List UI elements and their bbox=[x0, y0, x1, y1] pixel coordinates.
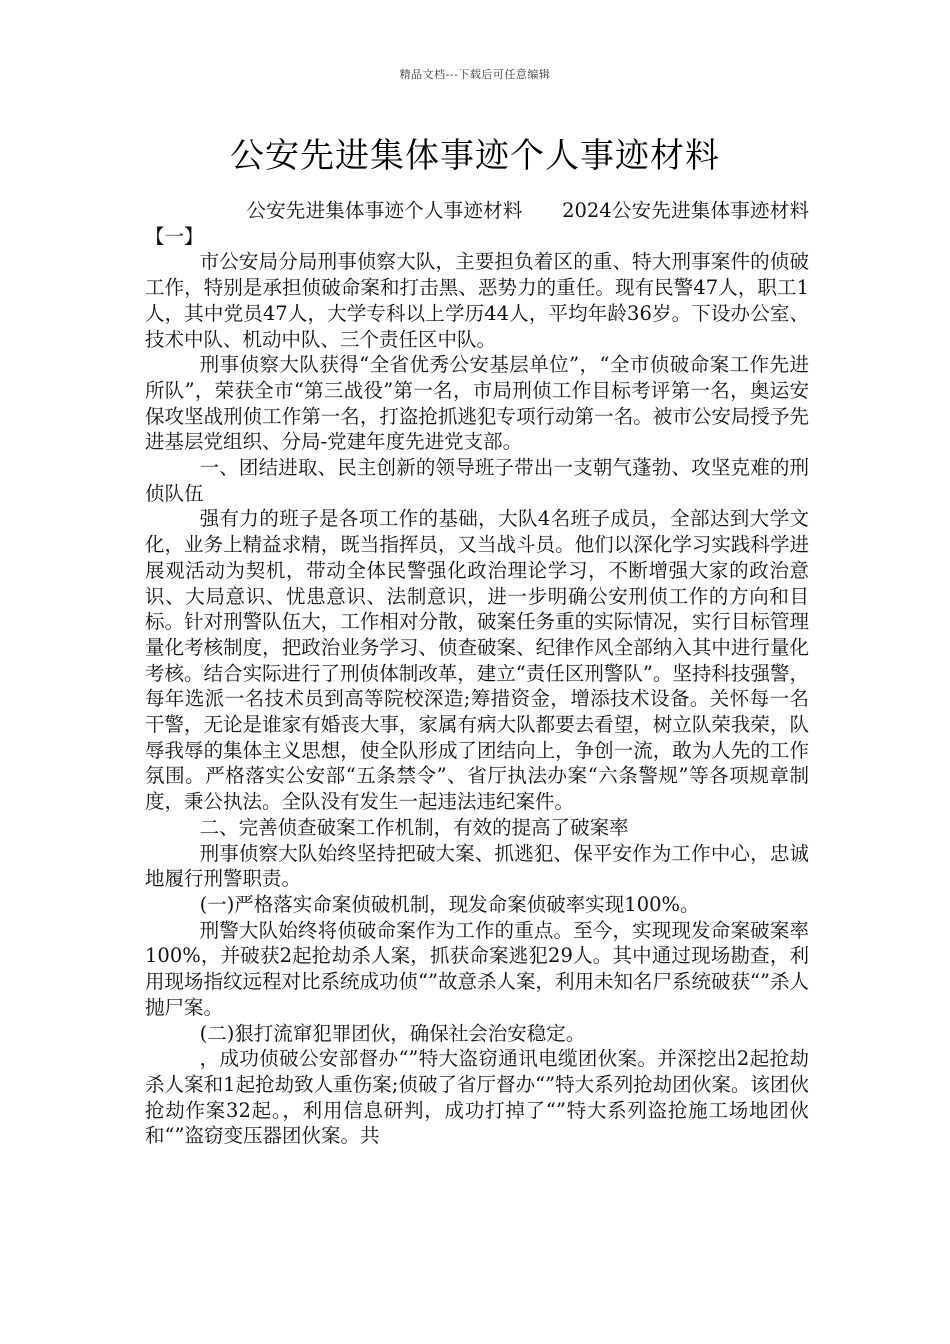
subsection-heading: (一)严格落实命案侦破机制，现发命案侦破率实现100%。 bbox=[199, 892, 700, 916]
section-heading: 一、团结进取、民主创新的领导班子带出一支朝气蓬勃、攻坚克难的刑侦队伍 bbox=[145, 456, 809, 505]
paragraph-intro: 公安先进集体事迹个人事迹材料 2024公安先进集体事迹材料【一】 bbox=[145, 199, 809, 248]
paragraph: 刑事侦察大队始终坚持把破大案、抓逃犯、保平安作为工作中心，忠诚地履行刑警职责。 bbox=[145, 841, 809, 891]
document-title: 公安先进集体事迹个人事迹材料 bbox=[230, 136, 720, 176]
paragraph: 刑事侦察大队获得“全省优秀公安基层单位”，“全市侦破命案工作先进所队”，荣获全市“第三战役”第一名，市局刑侦工作目标考评第一名，奥运安保攻坚战刑侦工作第一名，打盗抢抓逃犯专项行动第一名。被市公安局授予先进基层党组织、分局-党建年度先进党支部。 bbox=[145, 353, 809, 454]
paragraph: 刑警大队始终将侦破命案作为工作的重点。至今，实现现发命案破案率100%，并破获2起抢劫杀人案，抓获命案逃犯29人。其中通过现场勘查，利用现场指纹远程对比系统成功侦“”故意杀人案，利用未知名尸系统破获“”杀人抛尸案。 bbox=[145, 918, 809, 1019]
paragraph: 强有力的班子是各项工作的基础，大队4名班子成员，全部达到大学文化，业务上精益求精，既当指挥员，又当战斗员。他们以深化学习实践科学进展观活动为契机，带动全体民警强化政治理论学习，不断增强大家的政治意识、大局意识、忧患意识、法制意识，进一步明确公安刑侦工作的方向和目标。针对刑警队伍大，工作相对分散，破案任务重的实际情况，实行目标管理量化考核制度，把政治业务学习、侦查破案、纪律作风全部纳入其中进行量化考核。结合实际进行了刑侦体制改革，建立“责任区刑警队”。坚持科技强警，每年选派一名技术员到高等院校深造;筹措资金，增添技术设备。关怀每一名干警，无论是谁家有婚丧大事，家属有病大队都要去看望，树立队荣我荣，队辱我辱的集体主义思想，使全队形成了团结向上，争创一流，敢为人先的工作氛围。严格落实公安部“五条禁令”、省厅执法办案“六条警规”等各项规章制度，秉公执法。全队没有发生一起违法违纪案件。 bbox=[145, 507, 809, 814]
paragraph: 市公安局分局刑事侦察大队，主要担负着区的重、特大刑事案件的侦破工作，特别是承担侦破命案和打击黑、恶势力的重任。现有民警47人，职工1人，其中党员47人，大学专科以上学历44人，平均年龄36岁。下设办公室、技术中队、机动中队、三个责任区中队。 bbox=[145, 250, 809, 351]
document-body bbox=[145, 198, 809, 1149]
subsection-heading: (二)狠打流窜犯罪团伙，确保社会治安稳定。 bbox=[199, 1021, 586, 1045]
section-heading: 二、完善侦查破案工作机制，有效的提高了破案率 bbox=[199, 815, 629, 839]
header-note: 精品文档---下载后可任意编辑 bbox=[399, 68, 551, 81]
paragraph: ，成功侦破公安部督办“”特大盗窃通讯电缆团伙案。并深挖出2起抢劫杀人案和1起抢劫致人重伤案;侦破了省厅督办“”特大系列抢劫团伙案。该团伙抢劫作案32起。，利用信息研判，成功打掉了“”特大系列盗抢施工场地团伙和“”盗窃变压器团伙案。共 bbox=[145, 1047, 809, 1148]
